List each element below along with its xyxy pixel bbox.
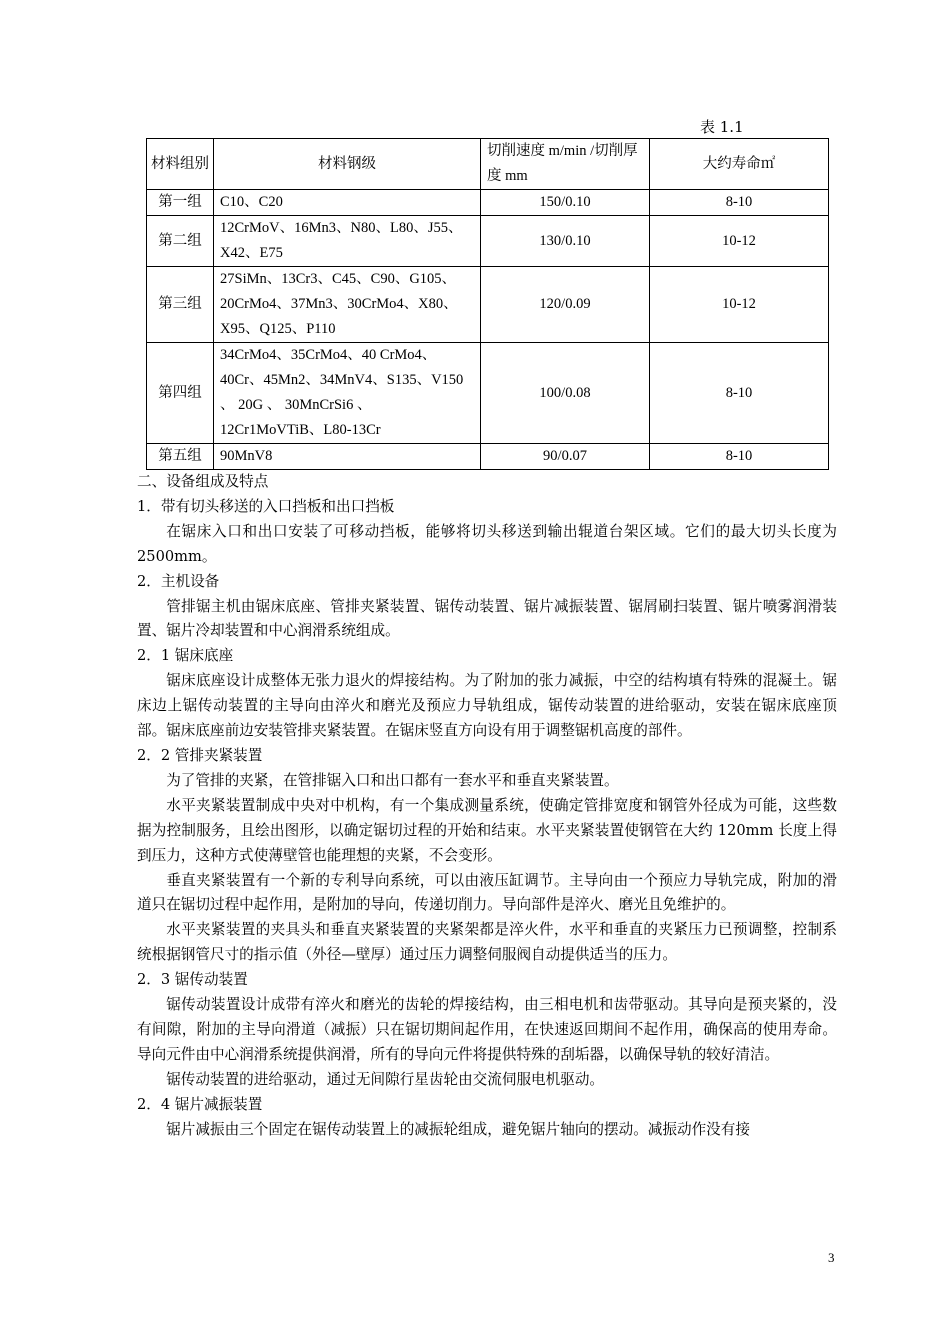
paragraph: 管排锯主机由锯床底座、管排夹紧装置、锯传动装置、锯片减振装置、锯屑刷扫装置、锯片喷雾润滑装置、锯片冷却装置和中心润滑系统组成。 bbox=[137, 597, 837, 640]
table-caption: 表 1.1 bbox=[700, 118, 744, 136]
body-text bbox=[137, 470, 837, 1142]
table-header-row bbox=[147, 139, 829, 190]
cell-speed: 90/0.07 bbox=[481, 444, 650, 470]
header-steel-grade: 材料钢级 bbox=[214, 139, 481, 190]
paragraph: 锯传动装置的进给驱动，通过无间隙行星齿轮由交流伺服电机驱动。 bbox=[166, 1070, 605, 1088]
paragraph: 为了管排的夹紧，在管排锯入口和出口都有一套水平和垂直夹紧装置。 bbox=[166, 771, 619, 789]
table-row bbox=[147, 267, 829, 343]
subsection-heading: 2．2 管排夹紧装置 bbox=[137, 746, 263, 764]
cell-steel: 34CrMo4、35CrMo4、40 CrMo4、40Cr、45Mn2、34MnV4、S135、V150 、 20G 、 30MnCrSi6 、12Cr1MoVTiB、L80-13Cr bbox=[214, 343, 481, 444]
cell-group: 第一组 bbox=[147, 190, 214, 216]
cell-life: 10-12 bbox=[650, 216, 829, 267]
page-number: 3 bbox=[828, 1250, 835, 1265]
cell-life: 8-10 bbox=[650, 343, 829, 444]
paragraph: 水平夹紧装置的夹具头和垂直夹紧装置的夹紧架都是淬火件，水平和垂直的夹紧压力已预调整，控制系统根据钢管尺寸的指示值（外径—壁厚）通过压力调整伺服阀自动提供适当的压力。 bbox=[137, 921, 837, 964]
subsection-heading: 2．3 锯传动装置 bbox=[137, 971, 248, 989]
cell-life: 8-10 bbox=[650, 444, 829, 470]
cell-group: 第二组 bbox=[147, 216, 214, 267]
cell-group: 第三组 bbox=[147, 267, 214, 343]
cell-speed: 130/0.10 bbox=[481, 216, 650, 267]
paragraph: 在锯床入口和出口安装了可移动挡板，能够将切头移送到输出辊道台架区域。它们的最大切头长度为 2500mm。 bbox=[137, 522, 837, 565]
header-cutting-speed: 切削速度 m/min /切削厚度 mm bbox=[481, 139, 650, 190]
table-row bbox=[147, 343, 829, 444]
cell-steel: 12CrMoV、16Mn3、N80、L80、J55、X42、E75 bbox=[214, 216, 481, 267]
cell-life: 8-10 bbox=[650, 190, 829, 216]
paragraph: 锯传动装置设计成带有淬火和磨光的齿轮的焊接结构，由三相电机和齿带驱动。其导向是预夹紧的，没有间隙，附加的主导向滑道（减振）只在锯切期间起作用，在快速返回期间不起作用，确保高的使用寿命。导向元件由中心润滑系统提供润滑，所有的导向元件将提供特殊的刮垢器，以确保导轨的较好清洁。 bbox=[137, 996, 837, 1063]
paragraph: 锯片减振由三个固定在锯传动装置上的减振轮组成，避免锯片轴向的摆动。减振动作没有接 bbox=[166, 1120, 750, 1138]
table-row bbox=[147, 190, 829, 216]
cell-group: 第四组 bbox=[147, 343, 214, 444]
cell-life: 10-12 bbox=[650, 267, 829, 343]
subsection-heading: 1．带有切头移送的入口挡板和出口挡板 bbox=[137, 497, 395, 515]
material-spec-table bbox=[146, 138, 829, 470]
paragraph: 垂直夹紧装置有一个新的专利导向系统，可以由液压缸调节。主导向由一个预应力导轨完成，附加的滑道只在锯切过程中起作用，是附加的导向，传递切削力。导向部件是淬火、磨光且免维护的。 bbox=[137, 871, 837, 914]
header-service-life: 大约寿命㎡ bbox=[650, 139, 829, 190]
cell-steel: 27SiMn、13Cr3、C45、C90、G105、20CrMo4、37Mn3、30CrMo4、X80、X95、Q125、P110 bbox=[214, 267, 481, 343]
table-row bbox=[147, 216, 829, 267]
paragraph: 水平夹紧装置制成中央对中机构，有一个集成测量系统，使确定管排宽度和钢管外径成为可能，这些数据为控制服务，且绘出图形，以确定锯切过程的开始和结束。水平夹紧装置使钢管在大约 120mm 长度上得到压力，这种方式使薄壁管也能理想的夹紧，不会变形。 bbox=[137, 796, 837, 864]
cell-steel: 90MnV8 bbox=[214, 444, 481, 470]
section-heading: 二、设备组成及特点 bbox=[137, 473, 269, 490]
subsection-heading: 2．主机设备 bbox=[137, 572, 220, 590]
paragraph: 锯床底座设计成整体无张力退火的焊接结构。为了附加的张力减振，中空的结构填有特殊的混凝土。锯床边上锯传动装置的主导向由淬火和磨光及预应力导轨组成，锯传动装置的进给驱动，安装在锯床底座顶部。锯床底座前边安装管排夹紧装置。在锯床竖直方向设有用于调整锯机高度的部件。 bbox=[137, 672, 837, 740]
cell-steel: C10、C20 bbox=[214, 190, 481, 216]
header-material-group: 材料组别 bbox=[147, 139, 214, 190]
table-row bbox=[147, 444, 829, 470]
subsection-heading: 2．4 锯片减振装置 bbox=[137, 1095, 263, 1113]
cell-speed: 150/0.10 bbox=[481, 190, 650, 216]
cell-group: 第五组 bbox=[147, 444, 214, 470]
subsection-heading: 2．1 锯床底座 bbox=[137, 647, 234, 665]
cell-speed: 100/0.08 bbox=[481, 343, 650, 444]
cell-speed: 120/0.09 bbox=[481, 267, 650, 343]
